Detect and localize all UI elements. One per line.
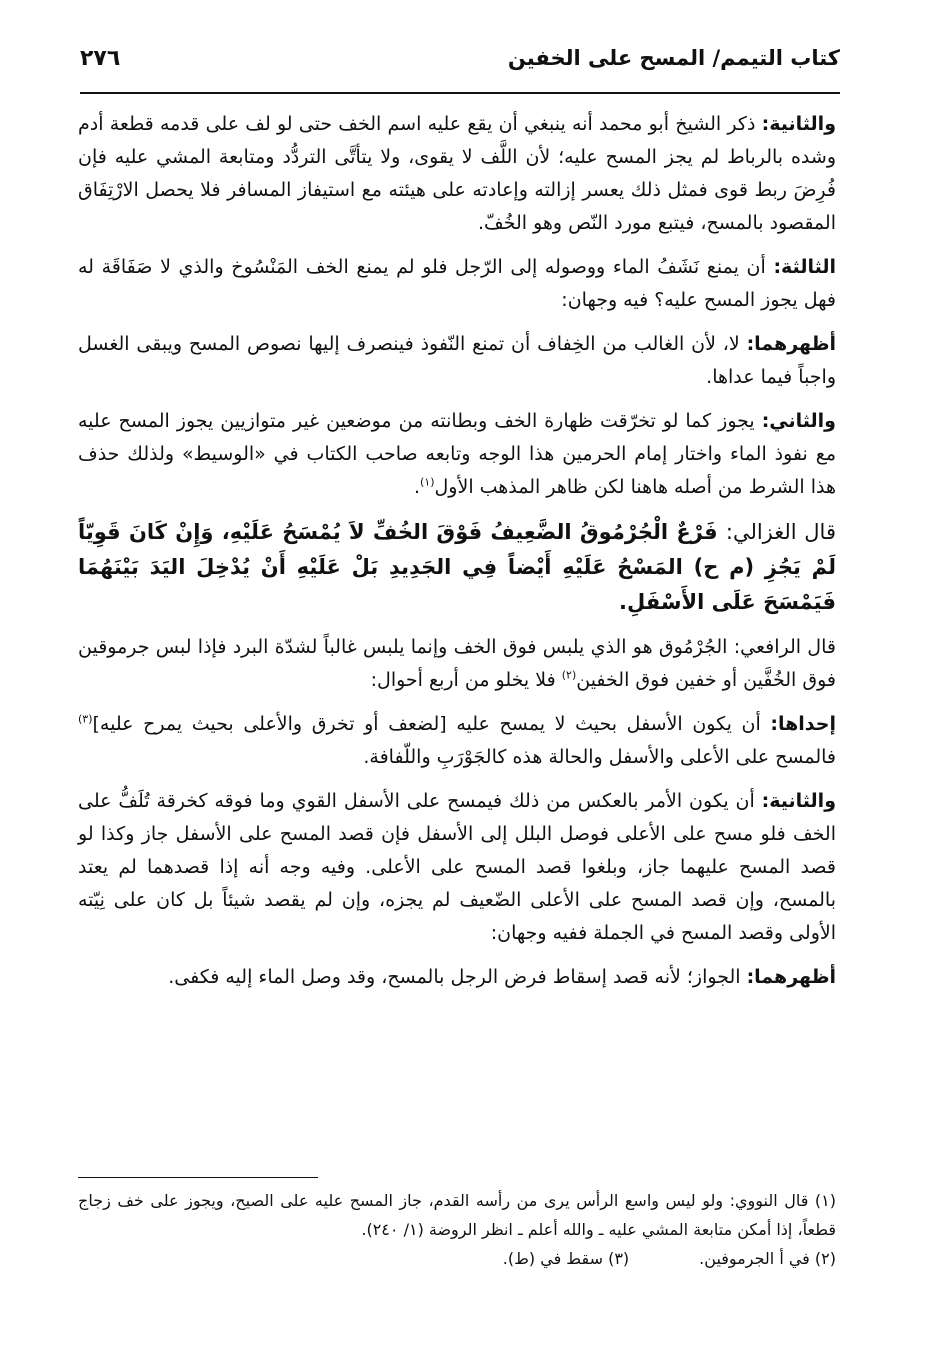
paragraph-text: الجواز؛ لأنه قصد إسقاط فرض الرجل بالمسح، وقد وصل الماء إليه فكفى. — [168, 966, 747, 988]
footnote-3: (٣) سقط في (ط). — [502, 1249, 630, 1268]
running-title: كتاب التيمم/ المسح على الخفين — [507, 46, 840, 70]
main-text — [78, 108, 836, 1005]
paragraph-lead: والثانية: — [761, 113, 836, 135]
footnotes — [78, 1186, 836, 1273]
paragraph-text: يجوز كما لو تخرّقت ظهارة الخف وبطانته من موضعين غير متوازيين يجوز المسح عليه مع نفوذ الماء واختار إمام الحرمين هذا الوجه وتابعه صاحب الكتاب في «الوسيط» ولذلك حذف هذا الشرط من أصله هاهنا لكن ظاهر المذهب الأول — [78, 410, 836, 498]
paragraph-lead: والثانية: — [761, 790, 836, 812]
paragraph-lead: الثالثة: — [773, 256, 836, 278]
paragraph-text: أن يكون الأمر بالعكس من ذلك فيمسح على الأسفل القوي وما فوقه كخرقة تُلَفُّ على الخف فلو مسح على الأعلى فوصل البلل إلى الأسفل فإن قصد المسح على الأسفل جاز وكذا لو قصد المسح عليهما جاز، وبلغوا قصد المسح على الأعلى. وفيه وجه أنه إذا قصدهما لم يعتد بالمسح، وإن قصد المسح على الأعلى الضّعيف لم يجزه، وإن لم يقصد شيئاً بل كان على نِيّته الأولى وقصد المسح في الجملة ففيه وجهان: — [78, 790, 836, 944]
footnote-ref: (٢) — [561, 668, 577, 682]
paragraph-tail: فالمسح على الأعلى والأسفل والحالة هذه كالجَوْرَبِ واللّفافة. — [363, 746, 836, 768]
paragraph — [78, 961, 836, 994]
paragraph-text: الجُرْمُوق هو الذي يلبس فوق الخف وإنما يلبس غالباً لشدّة البرد فإذا لبس جرموقين فوق الخُفَّين أو خفين فوق الخفين — [78, 636, 836, 691]
footnote-ref: (١) — [419, 475, 435, 489]
paragraph — [78, 708, 836, 774]
paragraph-lead: والثاني: — [761, 410, 836, 432]
footnote-row — [78, 1244, 836, 1273]
paragraph-lead: أظهرهما: — [746, 333, 836, 355]
paragraph — [78, 405, 836, 504]
quote-text: فَرْعٌ الْجُرْمُوقُ الضَّعِيفُ فَوْقَ الخُفِّ لاَ يُمْسَحُ عَلَيْهِ، وَإِنْ كَانَ قَوِيّاً لَمْ يَجُزِ (م ح) المَسْحُ عَلَيْهِ أَيْضاً فِي الجَدِيدِ بَلْ عَلَيْهِ أَنْ يُدْخِلَ اليَدَ بَيْنَهُمَا فَيَمْسَحَ عَلَى الأَسْفَلِ. — [78, 520, 836, 614]
paragraph-text: أن يمنع نَشَفُ الماء ووصوله إلى الرّجل فلو لم يمنع الخف المَنْسُوخ والذي لا صَفَاقَة له فهل يجوز المسح عليه؟ فيه وجهان: — [78, 256, 836, 311]
paragraph-text: ذكر الشيخ أبو محمد أنه ينبغي أن يقع عليه اسم الخف حتى لو لف على قدمه قطعة أدم وشده بالرباط لم يجز المسح عليه؛ لأن اللَّف لا يقوى، ولا يتأتَّى التردُّد ومتابعة المشي عليه فإن فُرِضَ ربط قوى فمثل ذلك يعسر إزالته وإعادته على هيئته مع استيفاز المسافر فلا يحصل الارْتِفَاق المقصود بالمسح، فيتبع مورد النّص وهو الخُفّ. — [78, 113, 836, 234]
footnote-divider — [78, 1177, 318, 1178]
footnote-ref: (٣) — [78, 712, 93, 726]
paragraph-lead: أظهرهما: — [746, 966, 836, 988]
footnote-2: (٢) في أ الجرموفين. — [699, 1249, 836, 1268]
paragraph-tail: . — [413, 476, 420, 498]
paragraph — [78, 631, 836, 697]
quote-lead: قال الغزالي: — [725, 520, 836, 544]
footnote-1: (١) قال النووي: ولو ليس واسع الرأس يرى من رأسه القدم، جاز المسح عليه على الصيح، ويجوز على خف زجاج قطعاً، إذا أمكن متابعة المشي عليه ـ والله أعلم ـ انظر الروضة (١/ ٢٤٠). — [78, 1191, 836, 1239]
paragraph-lead: إحداها: — [770, 713, 836, 735]
paragraph-text: لا، لأن الغالب من الخِفاف أن تمنع النّفوذ فينصرف إليها نصوص المسح ويبقى الغسل واجباً فيما عداها. — [78, 333, 836, 388]
paragraph-lead: قال الرافعي: — [733, 636, 836, 658]
paragraph — [78, 108, 836, 240]
ghazali-quote — [78, 515, 836, 620]
paragraph — [78, 785, 836, 950]
page-header — [80, 38, 840, 88]
paragraph-text: أن يكون الأسفل بحيث لا يمسح عليه [لضعف أو تخرق والأعلى بحيث يمرح عليه] — [92, 713, 771, 735]
page-number: ٢٧٦ — [80, 46, 121, 71]
paragraph — [78, 328, 836, 394]
header-divider — [80, 92, 840, 94]
paragraph — [78, 251, 836, 317]
paragraph-tail: فلا يخلو من أربع أحوال: — [370, 669, 562, 691]
